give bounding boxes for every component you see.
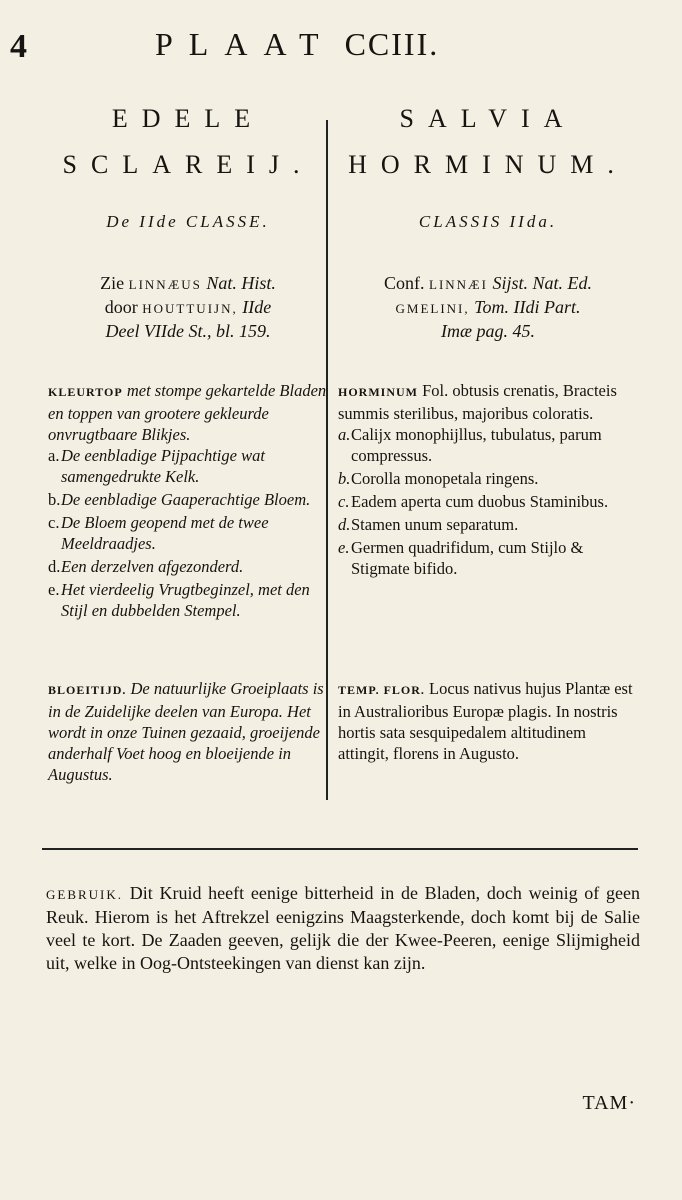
right-description xyxy=(338,380,638,581)
list-item xyxy=(48,489,328,510)
right-title-line1: SALVIA xyxy=(399,104,577,133)
right-lead-text: Fol. obtusis crenatis, Bracteis summis sterilibus, majoribus coloratis. xyxy=(338,381,617,423)
plate-number: CCIII. xyxy=(344,26,440,62)
item-text: De Bloem geopend met de twee Meeldraadjes. xyxy=(61,513,269,553)
right-ref-editor: GMELINI, xyxy=(395,301,470,316)
left-ref-volume: Deel VIIde St., bl. 159. xyxy=(105,321,271,341)
left-title-line2: SCLAREIJ. xyxy=(62,150,314,179)
item-text: Eadem aperta cum duobus Staminibus. xyxy=(351,492,609,511)
list-item xyxy=(48,556,328,577)
list-item xyxy=(338,491,638,512)
list-item xyxy=(48,512,328,554)
left-lead xyxy=(48,380,328,445)
list-item xyxy=(48,579,328,621)
item-text: Calijx monophijllus, tubulatus, parum compressus. xyxy=(351,425,602,465)
left-ref-translator: HOUTTUIJN, xyxy=(142,301,238,316)
left-description xyxy=(48,380,328,623)
item-label: c. xyxy=(48,513,60,532)
item-text: Corolla monopetala ringens. xyxy=(351,469,539,488)
gebruik-label: GEBRUIK. xyxy=(46,887,124,902)
left-title xyxy=(48,96,328,188)
item-text: Stamen unum separatum. xyxy=(351,515,519,534)
list-item xyxy=(48,445,328,487)
item-text: De eenbladige Gaaperachtige Bloem. xyxy=(61,490,311,509)
section-divider xyxy=(42,848,638,850)
right-flowering xyxy=(338,678,638,764)
left-reference xyxy=(48,272,328,343)
item-label: d. xyxy=(48,557,61,576)
bloeitijd-text: De natuurlijke Groeiplaats is in de Zuidelijke deelen van Europa. Het wordt in onze Tuinen gezaaid, groeijende anderhalf Voet hoog en bloeijende in Augustus. xyxy=(48,679,324,784)
right-ref-part: Tom. IIdi Part. xyxy=(474,297,581,317)
plate-heading xyxy=(155,26,439,63)
page-number: 4 xyxy=(10,28,27,65)
gebruik-text: Dit Kruid heeft eenige bitterheid in de Bladen, doch weinig of geen Reuk. Hierom is het Aftrekzel eenigzins Maagsterkende, doch komt bij de Salie veel te kort. De Zaaden geeven, gelijk die der Kwee-Peeren, eenige Slijmigheid uit, welke in Oog-Ontsteekingen van dienst kan zijn. xyxy=(46,883,640,973)
left-ref-work: Nat. Hist. xyxy=(206,273,276,293)
left-ref-part: IIde xyxy=(242,297,272,317)
item-text: Een derzelven afgezonderd. xyxy=(61,557,244,576)
left-title-line1: EDELE xyxy=(111,104,265,133)
left-lead-text: met stompe gekartelde Bladen en toppen van grootere gekleurde onvrugtbaare Blikjes. xyxy=(48,381,327,444)
item-label: d. xyxy=(338,515,351,534)
left-ref-zie: Zie xyxy=(100,273,125,293)
left-ref-author: LINNÆUS xyxy=(128,277,202,292)
item-label: b. xyxy=(338,469,351,488)
item-label: e. xyxy=(48,580,60,599)
list-item xyxy=(338,537,638,579)
list-item xyxy=(338,468,638,489)
item-label: b. xyxy=(48,490,61,509)
right-ref-page: Imæ pag. 45. xyxy=(441,321,535,341)
right-ref-author: LINNÆI xyxy=(429,277,488,292)
item-label: e. xyxy=(338,538,350,557)
right-ref-work: Sijst. Nat. Ed. xyxy=(492,273,592,293)
item-label: c. xyxy=(338,492,350,511)
right-lead xyxy=(338,380,638,424)
left-flowering xyxy=(48,678,328,785)
list-item xyxy=(338,424,638,466)
right-classe: CLASSIS IIda. xyxy=(418,212,558,231)
left-classe: De IIde CLASSE. xyxy=(106,212,270,231)
plate-word: PLAAT xyxy=(155,26,335,62)
right-reference xyxy=(338,272,638,343)
usage-paragraph xyxy=(46,882,640,975)
temp-flor-text: Locus nativus hujus Plantæ est in Australioribus Europæ plagis. In nostris hortis sata sesquipedalem altitudinem attingit, florens in Augusto. xyxy=(338,679,633,763)
right-title xyxy=(338,96,638,188)
right-lead-label: HORMINUM xyxy=(338,385,418,399)
item-text: Het vierdeelig Vrugtbeginzel, met den Stijl en dubbelden Stempel. xyxy=(61,580,310,620)
temp-flor-label: TEMP. FLOR. xyxy=(338,683,425,697)
left-lead-label: KLEURTOP xyxy=(48,385,123,399)
right-ref-conf: Conf. xyxy=(384,273,425,293)
item-text: De eenbladige Pijpachtige wat samengedrukte Kelk. xyxy=(61,446,265,486)
item-label: a. xyxy=(48,446,60,465)
right-title-line2: HORMINUM. xyxy=(348,150,628,179)
item-text: Germen quadrifidum, cum Stijlo & Stigmate bifido. xyxy=(351,538,584,578)
list-item xyxy=(338,514,638,535)
bloeitijd-label: BLOEITIJD. xyxy=(48,683,127,697)
left-ref-door: door xyxy=(104,297,138,317)
catchword: TAM· xyxy=(582,1092,636,1114)
item-label: a. xyxy=(338,425,351,444)
